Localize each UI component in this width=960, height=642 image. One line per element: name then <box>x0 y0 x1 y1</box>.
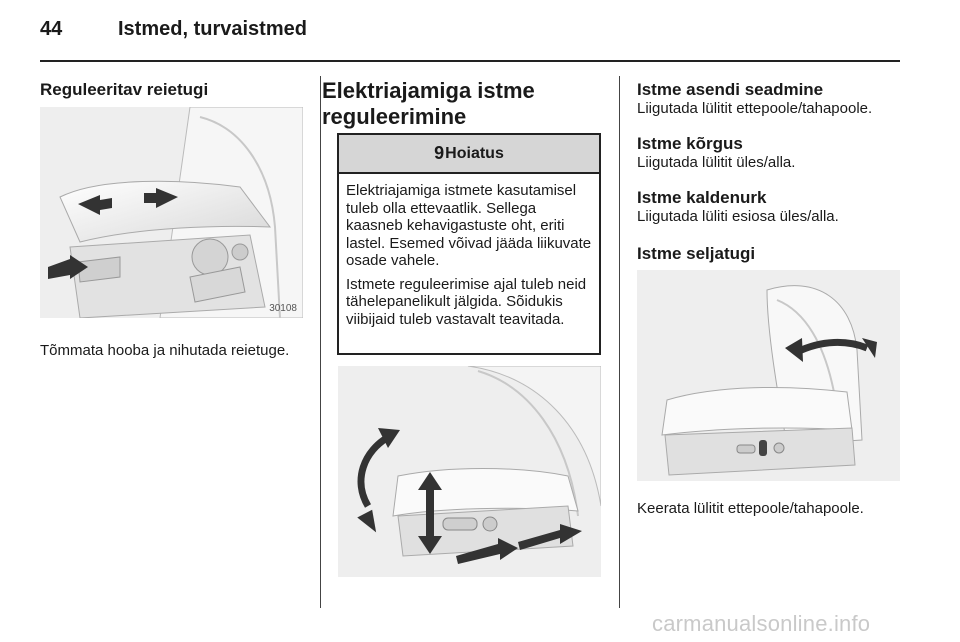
figure-power-seat-controls <box>338 366 601 577</box>
figure-number: 30108 <box>269 303 297 314</box>
page-header <box>40 18 307 48</box>
column-divider-1 <box>320 76 321 608</box>
caption-backrest: Keerata lülitit ettepoole/tahapoole. <box>637 500 864 517</box>
caption-thigh-support: Tõmmata hooba ja nihutada reietuge. <box>40 342 290 359</box>
warning-title: Hoiatus <box>445 144 504 162</box>
heading-backrest: Istme seljatugi <box>637 244 756 263</box>
warning-header <box>339 135 599 174</box>
figure-thigh-support <box>40 107 303 318</box>
text-seat-height: Liigutada lülitit üles/alla. <box>637 154 796 171</box>
section-heading-power-seat <box>322 78 612 130</box>
warning-paragraph-2: Istmete reguleerimise ajal tuleb neid tähelepanelikult jälgida. Sõidukis viibijaid tuleb vastavalt teavitada. <box>346 275 587 328</box>
heading-line-1: Elektriajamiga istme <box>322 78 535 103</box>
text-seat-position: Liigutada lülitit ettepoole/tahapoole. <box>637 100 873 117</box>
warning-body <box>339 174 599 328</box>
page-number: 44 <box>40 18 63 40</box>
column-3-text <box>637 80 902 264</box>
heading-line-2: reguleerimine <box>322 104 467 129</box>
heading-seat-position: Istme asendi seadmine <box>637 80 824 99</box>
column-divider-2 <box>619 76 620 608</box>
figure-backrest-control <box>637 270 900 481</box>
heading-seat-tilt: Istme kaldenurk <box>637 188 767 207</box>
warning-box <box>337 133 601 355</box>
watermark: carmanualsonline.info <box>652 611 871 636</box>
warning-icon: 9 <box>434 143 445 163</box>
page-title: Istmed, turvaistmed <box>118 18 307 40</box>
heading-seat-height: Istme kõrgus <box>637 134 743 153</box>
section-heading-thigh-support: Reguleeritav reietugi <box>40 80 209 99</box>
header-rule <box>40 60 900 62</box>
warning-paragraph-1: Elektriajamiga istmete kasutamisel tuleb olla ettevaatlik. Sellega kaasneb kehavigastuste oht, eriti lastel. Esemed võivad jääda liikuvate osade vahele. <box>346 182 592 269</box>
text-seat-tilt: Liigutada lüliti esiosa üles/alla. <box>637 208 839 225</box>
